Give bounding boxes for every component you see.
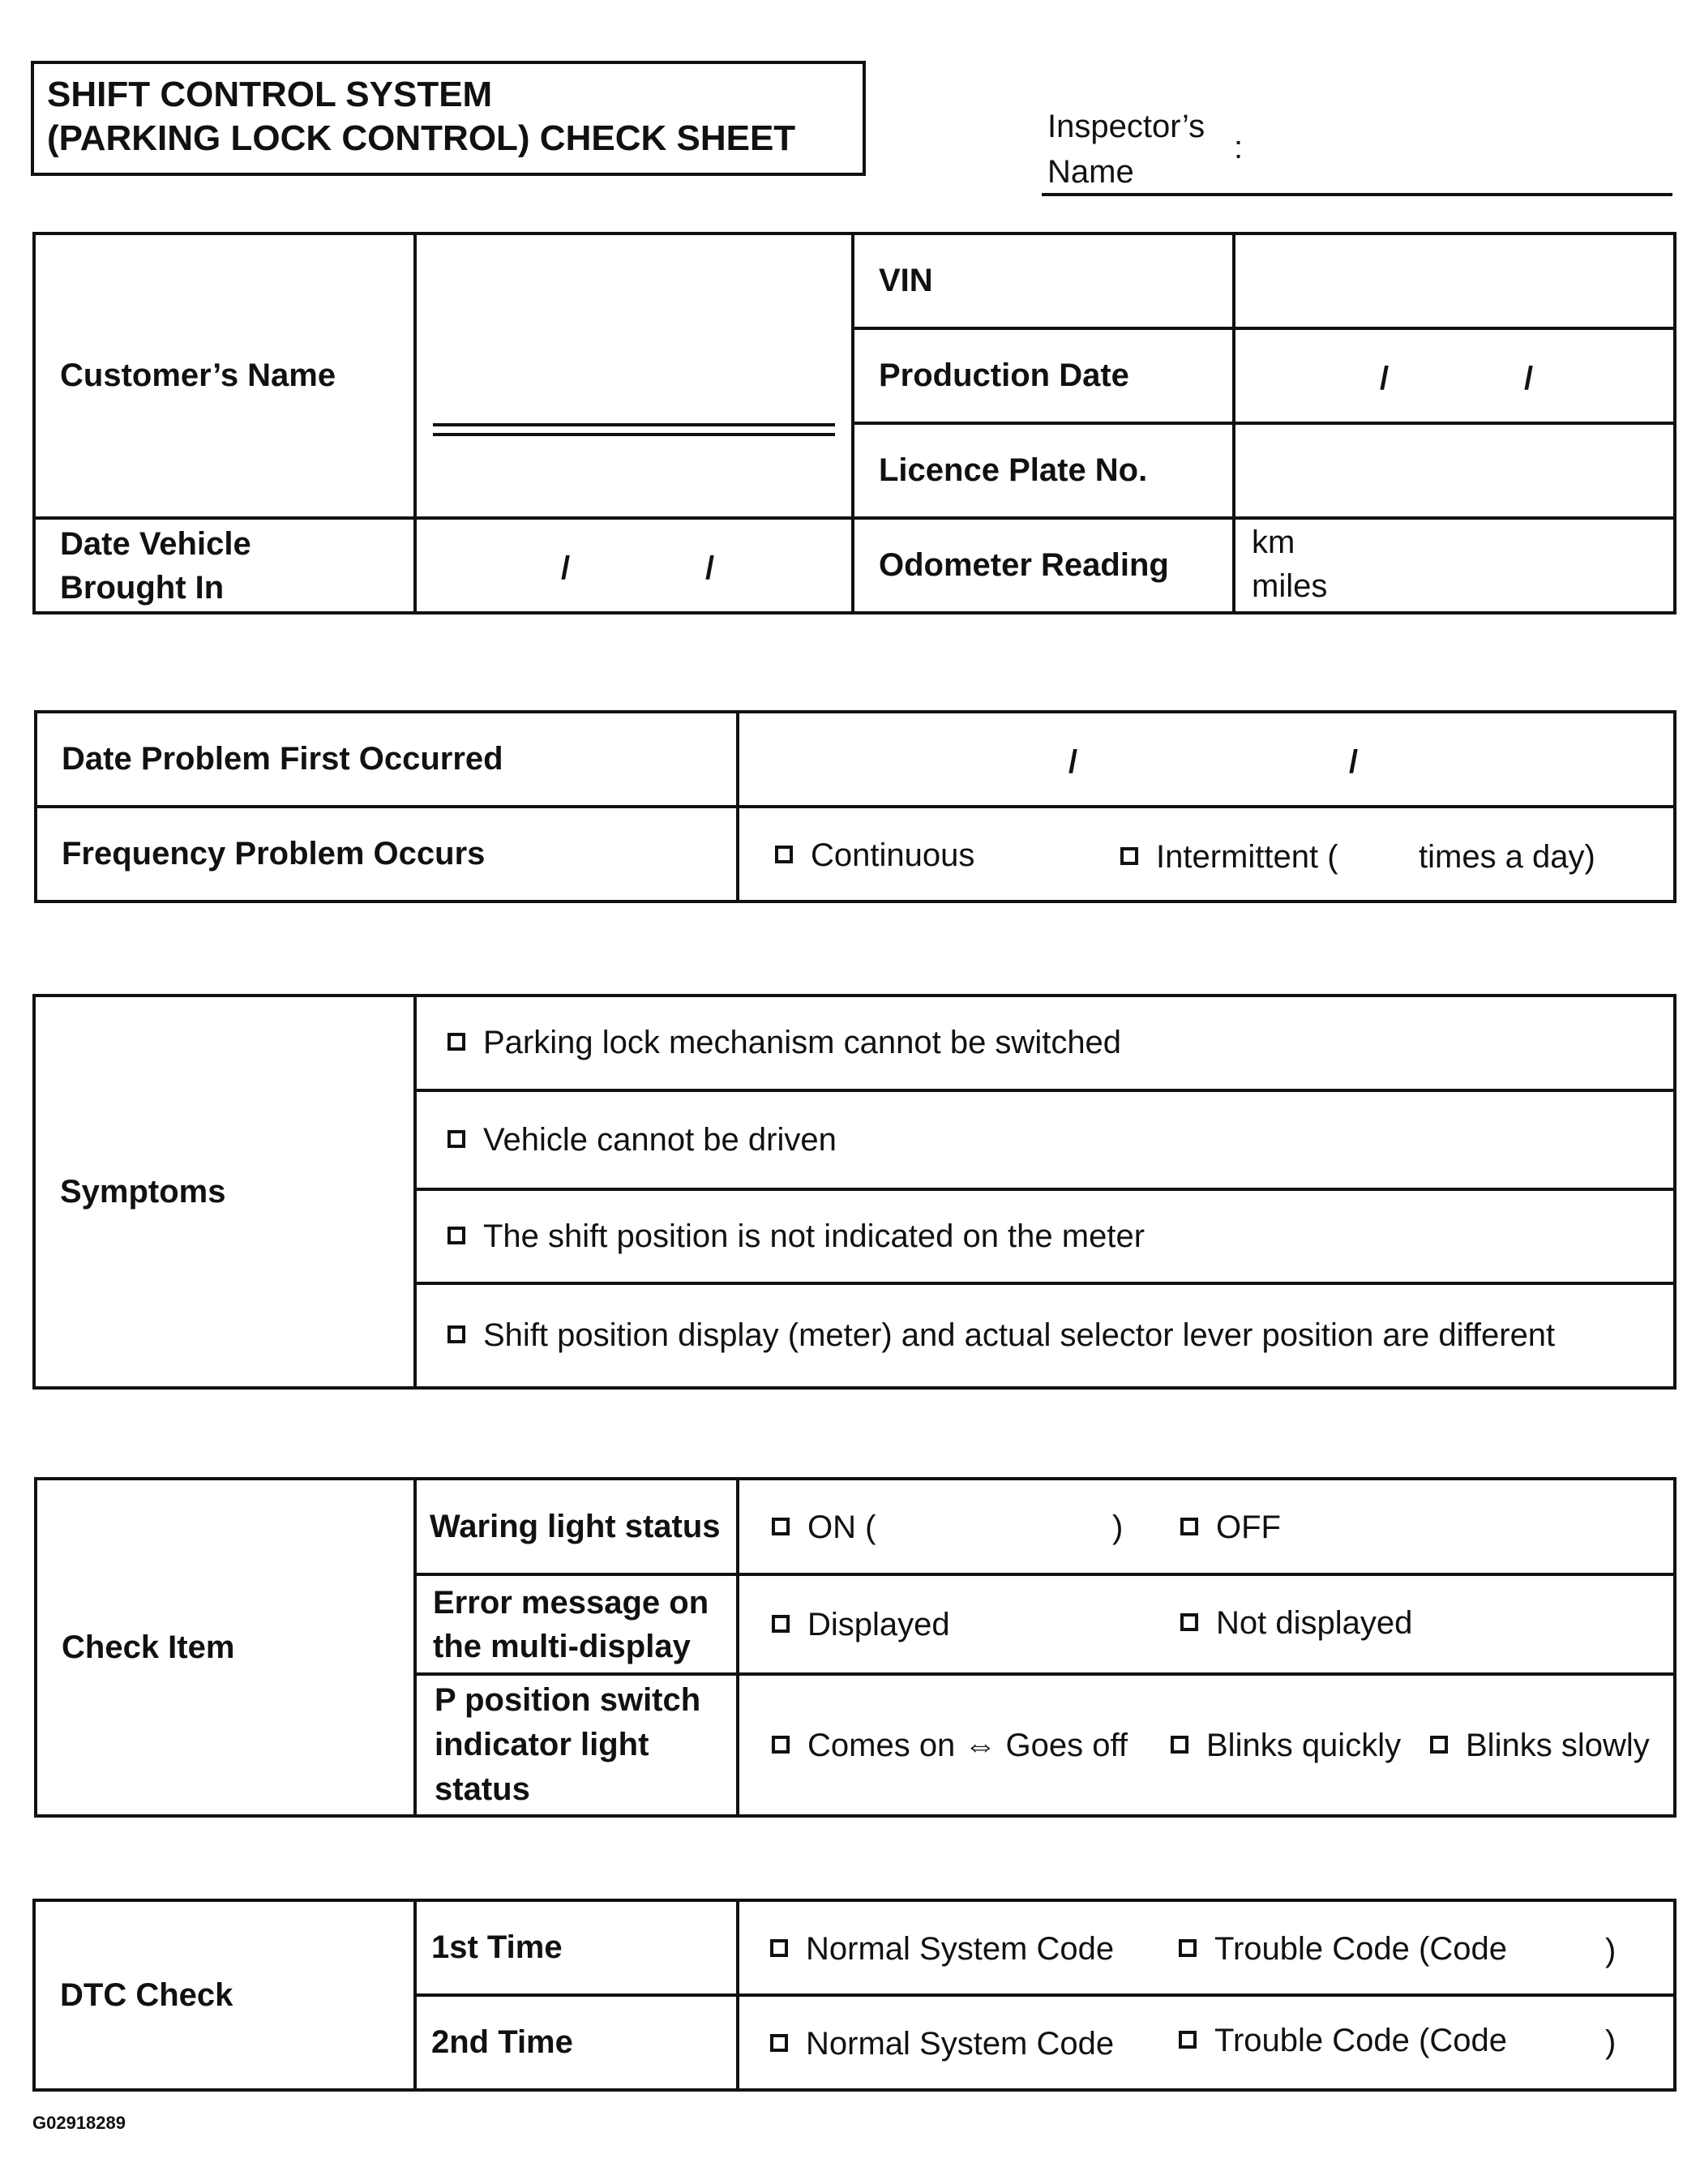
- checkbox[interactable]: [770, 1939, 788, 1957]
- licence-label-cell: [853, 423, 1234, 518]
- checkbox[interactable]: [1180, 1518, 1198, 1535]
- problem-table: [34, 710, 1676, 903]
- symptoms-table: [32, 994, 1676, 1390]
- normal-code-option[interactable]: [770, 1931, 1114, 1968]
- trouble-code-label: Trouble Code (Code: [1214, 1931, 1507, 1967]
- symptom-text: Parking lock mechanism cannot be switched: [483, 1025, 1122, 1060]
- ppos-label-cell: [415, 1674, 738, 1816]
- checkbox[interactable]: [447, 1227, 465, 1244]
- error-options: [738, 1574, 1675, 1674]
- production-date-field[interactable]: [1234, 328, 1675, 423]
- dtc-check-label: DTC Check: [60, 1976, 233, 2013]
- displayed-label: Displayed: [807, 1607, 950, 1642]
- first-time-options: [738, 1900, 1675, 1995]
- warning-light-label: Waring light status: [430, 1508, 721, 1544]
- comes-on-option[interactable]: [772, 1728, 1128, 1764]
- symptom-item[interactable]: [415, 1189, 1675, 1283]
- symptom-item[interactable]: [415, 1090, 1675, 1189]
- blinks-quickly-label: Blinks quickly: [1206, 1728, 1402, 1763]
- on-option[interactable]: [772, 1510, 876, 1546]
- figure-code: G02918289: [32, 2113, 126, 2133]
- checkbox[interactable]: [1120, 847, 1138, 865]
- normal-code-option[interactable]: [770, 2026, 1114, 2062]
- production-date-label: Production Date: [879, 358, 1129, 393]
- date-brought-label: Date Vehicle Brought In: [60, 525, 251, 606]
- first-time-label: 1st Time: [431, 1929, 563, 1965]
- p-position-label: P position switch indicator light status: [435, 1682, 701, 1807]
- vin-label: VIN: [879, 263, 933, 298]
- km-unit: km: [1252, 525, 1295, 560]
- check-item-label: Check Item: [62, 1629, 235, 1665]
- checkbox[interactable]: [772, 1518, 790, 1535]
- second-time-options: [738, 1995, 1675, 2090]
- inspector-label: Inspector’s Name: [1047, 109, 1205, 190]
- close-paren: ): [1605, 1933, 1616, 1968]
- miles-unit: miles: [1252, 568, 1328, 604]
- date-separator: /: [705, 550, 715, 586]
- off-option[interactable]: [1180, 1510, 1281, 1546]
- customer-name-field[interactable]: [415, 233, 853, 518]
- checkbox[interactable]: [1179, 2031, 1197, 2049]
- production-date-label-cell: [853, 328, 1234, 423]
- check-item-label-cell: [36, 1479, 415, 1816]
- frequency-field: [738, 807, 1675, 901]
- symptom-text: Shift position display (meter) and actual selector lever position are different: [483, 1317, 1556, 1353]
- date-separator: /: [1380, 361, 1390, 396]
- double-line-top: [433, 423, 835, 426]
- checkbox[interactable]: [775, 846, 793, 863]
- not-displayed-option[interactable]: [1180, 1605, 1412, 1642]
- date-brought-field[interactable]: [415, 518, 853, 613]
- on-label: ON (: [807, 1510, 876, 1545]
- vehicle-info-table: [32, 232, 1676, 615]
- vin-label-cell: [853, 233, 1234, 328]
- frequency-label-cell: [36, 807, 738, 901]
- checkbox[interactable]: [770, 2034, 788, 2052]
- not-displayed-label: Not displayed: [1216, 1605, 1413, 1641]
- first-occurred-label: Date Problem First Occurred: [62, 741, 503, 777]
- frequency-label: Frequency Problem Occurs: [62, 836, 486, 871]
- first-occurred-field[interactable]: [738, 712, 1675, 807]
- odometer-label-cell: [853, 518, 1234, 613]
- ppos-options: [738, 1674, 1675, 1816]
- symptom-text: Vehicle cannot be driven: [483, 1121, 837, 1158]
- off-label: OFF: [1216, 1510, 1281, 1545]
- on-close-paren: ): [1112, 1510, 1124, 1545]
- date-brought-label-cell: [34, 518, 415, 613]
- checkbox[interactable]: [1180, 1613, 1198, 1631]
- date-separator: /: [561, 550, 571, 586]
- trouble-code-option[interactable]: [1179, 2023, 1507, 2059]
- symptoms-label-cell: [34, 996, 415, 1388]
- symptom-item[interactable]: [415, 996, 1675, 1090]
- normal-code-label: Normal System Code: [806, 2026, 1115, 2062]
- checkbox[interactable]: [772, 1736, 790, 1754]
- first-time-cell: [415, 1900, 738, 1995]
- warning-label-cell: [415, 1479, 738, 1574]
- second-time-label: 2nd Time: [431, 2024, 573, 2060]
- symptom-text: The shift position is not indicated on the meter: [483, 1218, 1145, 1254]
- blinks-slowly-label: Blinks slowly: [1466, 1728, 1650, 1763]
- dtc-label-cell: [34, 1900, 415, 2090]
- checkbox[interactable]: [447, 1033, 465, 1051]
- checkbox[interactable]: [447, 1325, 465, 1343]
- date-separator: /: [1349, 744, 1359, 780]
- checkbox[interactable]: [1430, 1736, 1448, 1754]
- page-title: SHIFT CONTROL SYSTEM (PARKING LOCK CONTROL) CHECK SHEET: [47, 75, 796, 158]
- warning-options: [738, 1479, 1675, 1574]
- inspector-colon: :: [1234, 130, 1244, 165]
- blinks-quickly-option[interactable]: [1171, 1728, 1401, 1764]
- symptom-item[interactable]: [415, 1283, 1675, 1388]
- comes-on-label: Comes on ⇔ Goes off: [807, 1728, 1128, 1763]
- continuous-option[interactable]: [775, 837, 974, 874]
- second-time-cell: [415, 1995, 738, 2090]
- continuous-label: Continuous: [811, 837, 975, 873]
- inspector-name-field[interactable]: [1042, 193, 1672, 196]
- intermittent-label: Intermittent (: [1156, 839, 1338, 875]
- first-occurred-label-cell: [36, 712, 738, 807]
- checkbox[interactable]: [1179, 1939, 1197, 1957]
- date-separator: /: [1524, 361, 1534, 396]
- displayed-option[interactable]: [772, 1607, 950, 1643]
- customer-name-label: Customer’s Name: [60, 358, 336, 393]
- intermittent-option[interactable]: [1120, 839, 1338, 876]
- symptoms-label: Symptoms: [60, 1173, 226, 1210]
- check-item-table: [34, 1477, 1676, 1818]
- date-separator: /: [1068, 744, 1078, 780]
- odometer-field[interactable]: [1234, 518, 1675, 613]
- blinks-slowly-option[interactable]: [1430, 1728, 1650, 1764]
- checkbox[interactable]: [772, 1615, 790, 1633]
- error-message-label: Error message on the multi-display: [433, 1584, 709, 1664]
- trouble-code-label: Trouble Code (Code: [1214, 2023, 1507, 2058]
- times-a-day-label: times a day): [1419, 839, 1595, 875]
- checkbox[interactable]: [1171, 1736, 1188, 1754]
- double-line-bottom: [433, 433, 835, 436]
- licence-plate-label: Licence Plate No.: [879, 452, 1148, 488]
- dtc-table: [32, 1899, 1676, 2092]
- vin-field[interactable]: [1234, 233, 1675, 328]
- close-paren: ): [1605, 2024, 1616, 2060]
- customer-name-label-cell: [34, 233, 415, 518]
- checkbox[interactable]: [447, 1130, 465, 1148]
- licence-plate-field[interactable]: [1234, 423, 1675, 518]
- trouble-code-option[interactable]: [1179, 1931, 1507, 1968]
- normal-code-label: Normal System Code: [806, 1931, 1115, 1967]
- error-label-cell: [415, 1574, 738, 1674]
- odometer-label: Odometer Reading: [879, 547, 1169, 583]
